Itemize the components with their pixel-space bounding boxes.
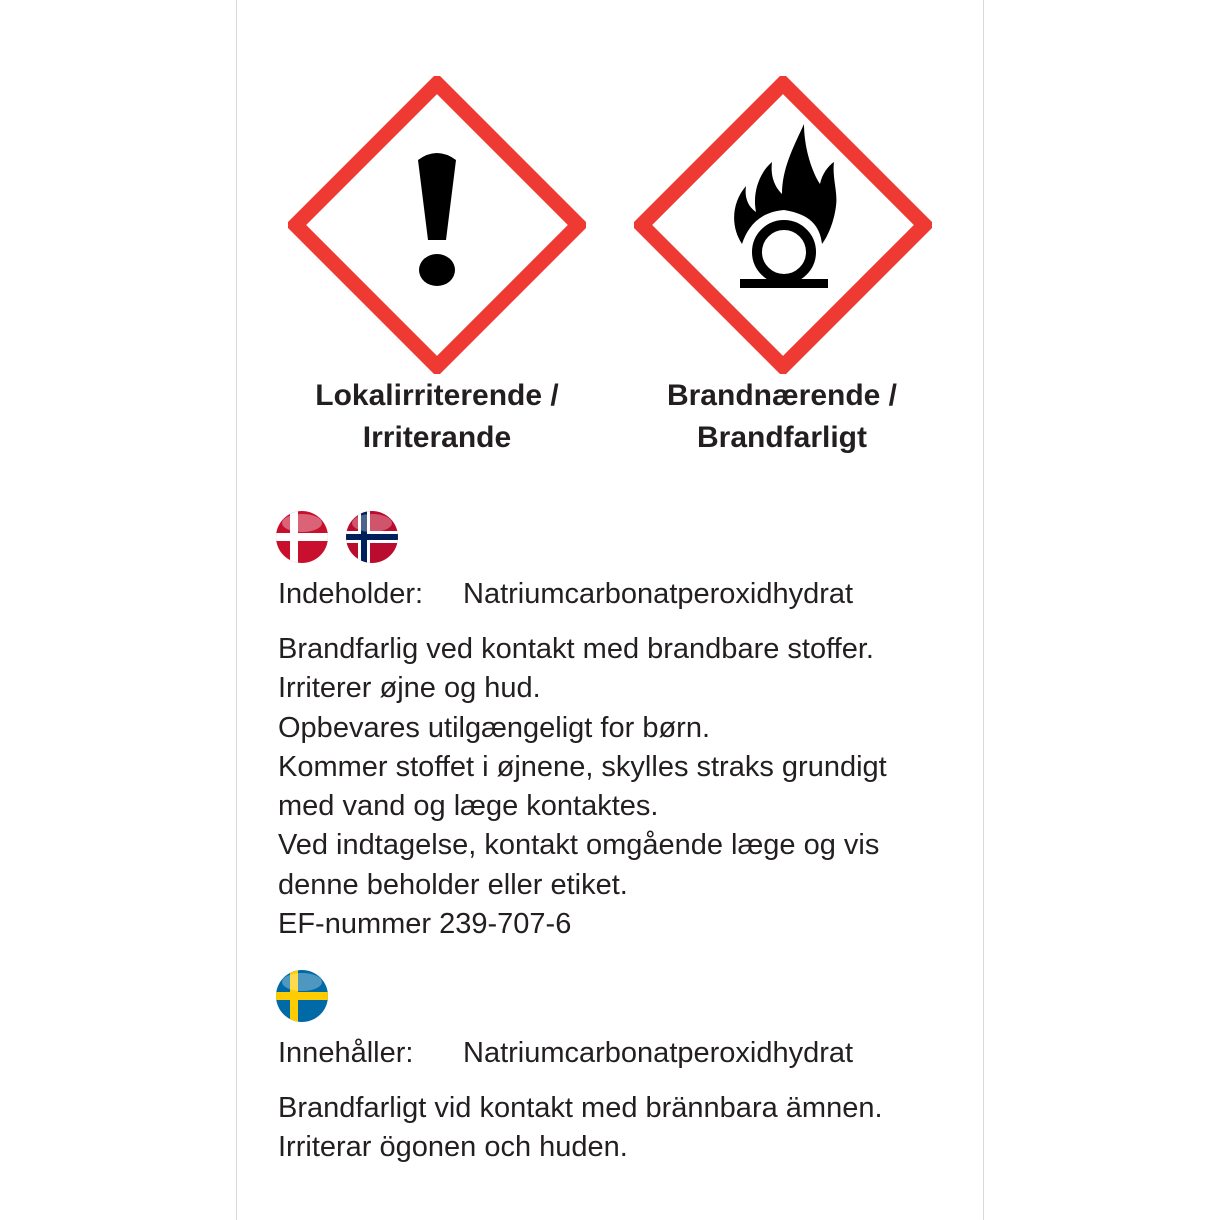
substance-name: Natriumcarbonatperoxidhydrat — [463, 578, 854, 610]
caption-line: Irriterande — [362, 421, 512, 454]
statement-line: Brandfarligt vid kontakt med brännbara ämnen. — [278, 1092, 883, 1124]
norwegian-flag-icon — [346, 511, 398, 563]
hazard-statements-swedish — [278, 1089, 978, 1168]
ec-number: EF-nummer 239-707-6 — [278, 908, 572, 941]
caption-line: Brandfarligt — [696, 421, 867, 454]
statement-line: Opbevares utilgængeligt for børn. — [278, 711, 710, 744]
contains-row-danish — [278, 574, 854, 614]
flame-over-circle-icon — [634, 76, 932, 374]
contains-label: Innehåller: — [278, 1037, 414, 1069]
hazard-statements-danish — [278, 630, 978, 944]
danish-flag-icon — [276, 511, 328, 563]
hazard-caption-oxidizing — [617, 375, 947, 459]
statement-line: Irriterar ögonen och huden. — [278, 1131, 628, 1164]
caption-line: Brandnærende / — [666, 379, 898, 412]
exclamation-mark-icon — [288, 76, 586, 374]
contains-label: Indeholder: — [278, 578, 424, 610]
statement-line: med vand og læge kontaktes. — [278, 790, 659, 823]
statement-line: Brandfarlig ved kontakt med brandbare stoffer. — [278, 633, 874, 665]
statement-line: Ved indtagelse, kontakt omgående læge og vis — [278, 829, 880, 862]
caption-line: Lokalirriterende / — [315, 379, 559, 412]
statement-line: Kommer stoffet i øjnene, skylles straks grundigt — [278, 750, 887, 783]
contains-row-swedish — [278, 1033, 854, 1073]
hazard-caption-irritant — [272, 375, 602, 459]
swedish-flag-icon — [276, 970, 328, 1022]
substance-name: Natriumcarbonatperoxidhydrat — [463, 1037, 854, 1069]
statement-line: Irriterer øjne og hud. — [278, 672, 541, 705]
statement-line: denne beholder eller etiket. — [278, 868, 628, 901]
